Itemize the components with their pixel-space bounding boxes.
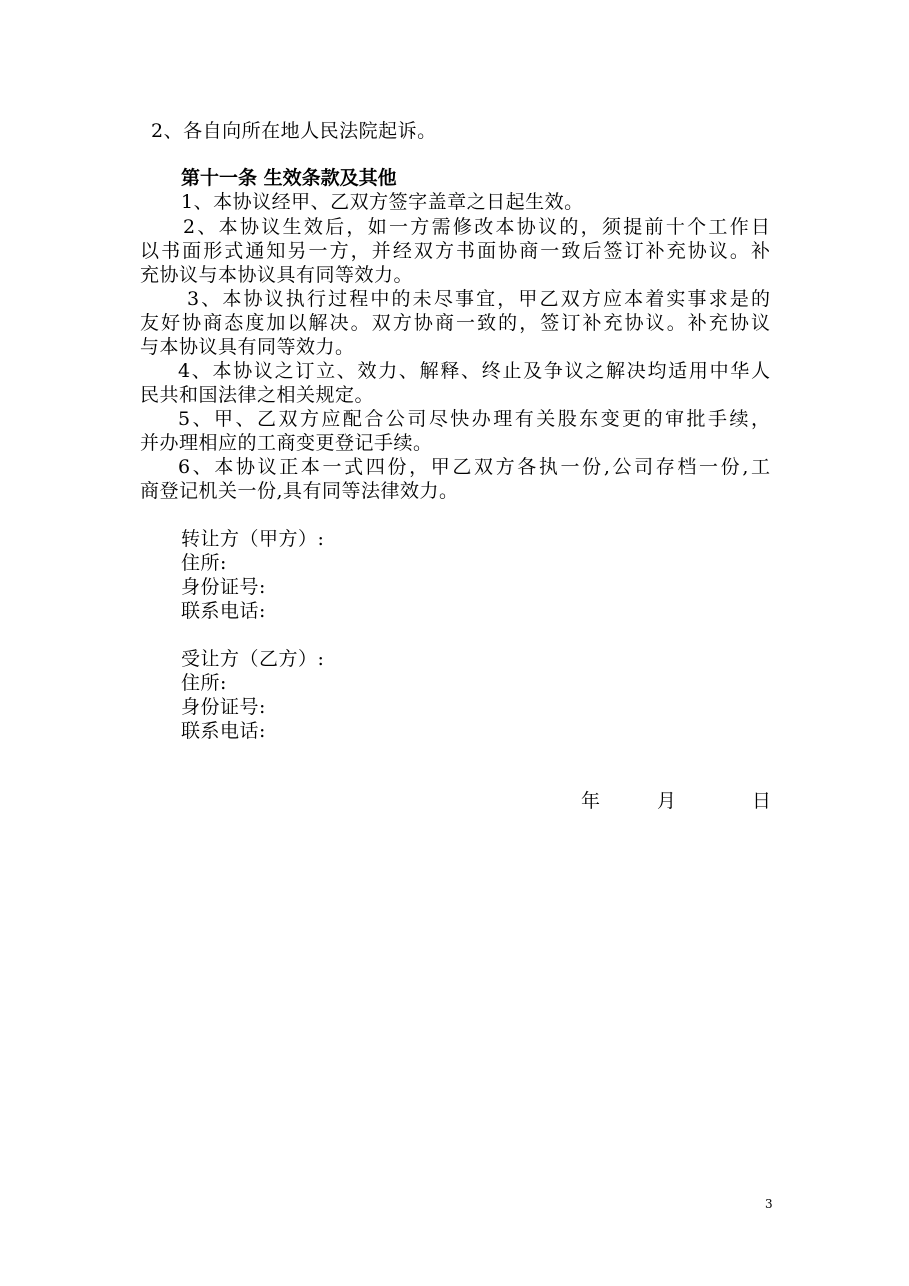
date-year-label: 年 — [581, 790, 601, 812]
clause-6-line-1: 6、本协议正本一式四份，甲乙双方各执一份,公司存档一份,工 — [178, 456, 770, 478]
litigation-item-2: 2、各自向所在地人民法院起诉。 — [151, 120, 437, 142]
clause-2-line-1: 2、本协议生效后，如一方需修改本协议的，须提前十个工作日 — [183, 216, 770, 238]
date-month-label: 月 — [657, 790, 677, 812]
party-b-address-label: 住所: — [181, 672, 227, 694]
party-b-id-label: 身份证号: — [181, 696, 266, 718]
clause-3-line-2: 友好协商态度加以解决。双方协商一致的，签订补充协议。补充协议 — [140, 312, 770, 334]
party-b-phone-label: 联系电话: — [181, 720, 266, 742]
clause-5-line-1: 5、甲、乙双方应配合公司尽快办理有关股东变更的审批手续， — [178, 408, 770, 430]
party-a-phone-label: 联系电话: — [181, 600, 266, 622]
clause-3-line-3: 与本协议具有同等效力。 — [140, 336, 355, 358]
party-a-title: 转让方（甲方）: — [181, 528, 325, 550]
party-b-title: 受让方（乙方）: — [181, 648, 325, 670]
clause-4-line-1: 4、本协议之订立、效力、解释、终止及争议之解决均适用中华人 — [178, 360, 770, 382]
page-number: 3 — [765, 1197, 773, 1211]
party-a-address-label: 住所: — [181, 552, 227, 574]
clause-6-line-2: 商登记机关一份,具有同等法律效力。 — [140, 480, 459, 502]
article-11-heading: 第十一条 生效条款及其他 — [181, 167, 397, 189]
clause-2-line-2: 以书面形式通知另一方，并经双方书面协商一致后签订补充协议。补 — [140, 240, 770, 262]
clause-5-line-2: 并办理相应的工商变更登记手续。 — [140, 432, 433, 454]
clause-2-line-3: 充协议与本协议具有同等效力。 — [140, 264, 414, 286]
party-a-id-label: 身份证号: — [181, 576, 266, 598]
clause-1: 1、本协议经甲、乙双方签字盖章之日起生效。 — [181, 191, 584, 213]
date-day-label: 日 — [752, 790, 772, 812]
clause-4-line-2: 民共和国法律之相关规定。 — [140, 384, 375, 406]
clause-3-line-1: 3、本协议执行过程中的未尽事宜，甲乙双方应本着实事求是的 — [187, 288, 770, 310]
